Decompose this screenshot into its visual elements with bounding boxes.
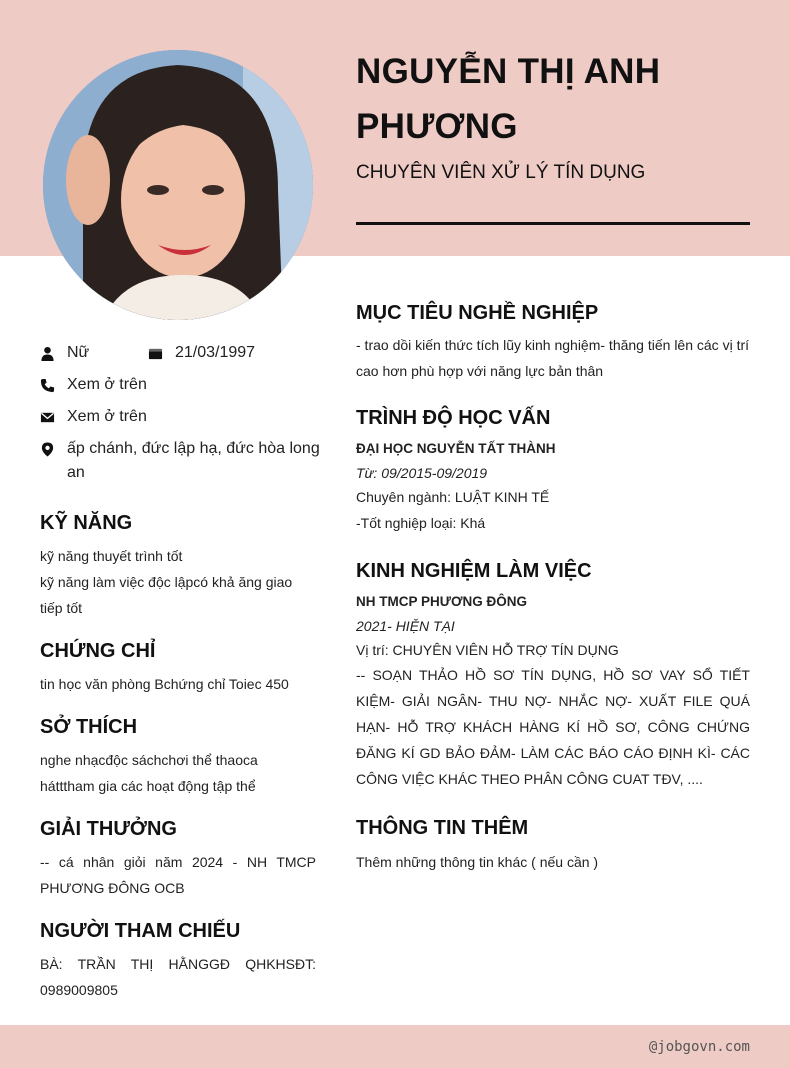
title-divider — [356, 222, 750, 225]
hobbies-content: nghe nhạcđộc sáchchơi thể thaoca hátttham gia các hoạt động tập thể — [40, 752, 258, 794]
phone-row — [40, 373, 147, 397]
references-heading: NGƯỜI THAM CHIẾU — [40, 920, 241, 942]
awards-heading: GIẢI THƯỞNG — [40, 818, 177, 840]
skills-heading: KỸ NĂNG — [40, 512, 133, 534]
skill-item: kỹ năng làm việc độc lậpcó khả ăng giao tiếp tốt — [40, 574, 293, 616]
education-major: Chuyên ngành: LUẬT KINH TẾ — [356, 489, 550, 505]
email-row — [40, 405, 147, 429]
additional-heading: THÔNG TIN THÊM — [356, 817, 529, 839]
references-content: BÀ: TRẦN THỊ HẰNGGĐ QHKHSĐT: 0989009805 — [40, 956, 316, 998]
experience-duties: -- SOẠN THẢO HỒ SƠ TÍN DỤNG, HỒ SƠ VAY SỔ TIẾT KIỆM- GIẢI NGÂN- THU NỢ- NHẮC NỢ- XUẤT FILE QUÁ HẠN- HỖ TRỢ KHÁCH HÀNG KÍ HỒ SƠ, CÔNG CHỨNG ĐĂNG KÍ GD BẢO ĐẢM- LÀM CÁC BÁO CÁO ĐỊNH KÌ- CÁC CÔNG VIỆC KHÁC THEO PHÂN CÔNG CUAT TĐV, .... — [356, 667, 750, 787]
person-icon — [40, 341, 67, 365]
education-heading: TRÌNH ĐỘ HỌC VẤN — [356, 407, 551, 429]
email-value: Xem ở trên — [67, 408, 147, 425]
school-name: ĐẠI HỌC NGUYỄN TẤT THÀNH — [356, 441, 556, 456]
awards-content: -- cá nhân giỏi năm 2024 - NH TMCP PHƯƠNG ĐÔNG OCB — [40, 854, 316, 896]
education-period: Từ: 09/2015-09/2019 — [356, 465, 488, 481]
additional-content: Thêm những thông tin khác ( nếu cần ) — [356, 854, 599, 870]
gender-value: Nữ — [67, 344, 90, 361]
hobbies-heading: SỞ THÍCH — [40, 716, 138, 738]
skills-content — [40, 543, 316, 621]
experience-position: Vị trí: CHUYÊN VIÊN HỖ TRỢ TÍN DỤNG — [356, 642, 619, 658]
objective-content: - trao dồi kiến thức tích lũy kinh nghiệm- thăng tiến lên các vị trí cao hơn phù hợp với năng lực bản thân — [356, 337, 750, 379]
address-value: ấp chánh, đức lập hạ, đức hòa long an — [67, 440, 320, 481]
company-name: NH TMCP PHƯƠNG ĐÔNG — [356, 594, 527, 609]
birthdate-row — [148, 341, 255, 365]
objective-heading: MỤC TIÊU NGHỀ NGHIỆP — [356, 302, 599, 324]
location-pin-icon — [40, 437, 67, 461]
experience-period: 2021- HIỆN TẠI — [356, 618, 455, 634]
experience-content — [356, 590, 750, 792]
footer-brand: @jobgovn.com — [648, 1039, 750, 1055]
education-content — [356, 437, 750, 535]
gender-row — [40, 341, 89, 365]
phone-value: Xem ở trên — [67, 376, 147, 393]
certificates-content: tin học văn phòng Bchứng chỉ Toiec 450 — [40, 676, 289, 692]
birthdate-value: 21/03/1997 — [175, 344, 256, 361]
phone-icon — [40, 373, 67, 397]
certificates-heading: CHỨNG CHỈ — [40, 640, 156, 662]
education-grade: -Tốt nghiệp loại: Khá — [356, 515, 486, 531]
mail-icon — [40, 405, 67, 429]
job-title: CHUYÊN VIÊN XỬ LÝ TÍN DỤNG — [356, 162, 646, 183]
address-row — [40, 437, 320, 485]
experience-heading: KINH NGHIỆM LÀM VIỆC — [356, 560, 592, 582]
profile-photo — [43, 50, 313, 320]
candidate-name: NGUYỄN THỊ ANH PHƯƠNG — [356, 52, 661, 146]
skill-item: kỹ năng thuyết trình tốt — [40, 548, 183, 564]
calendar-icon — [148, 341, 175, 365]
